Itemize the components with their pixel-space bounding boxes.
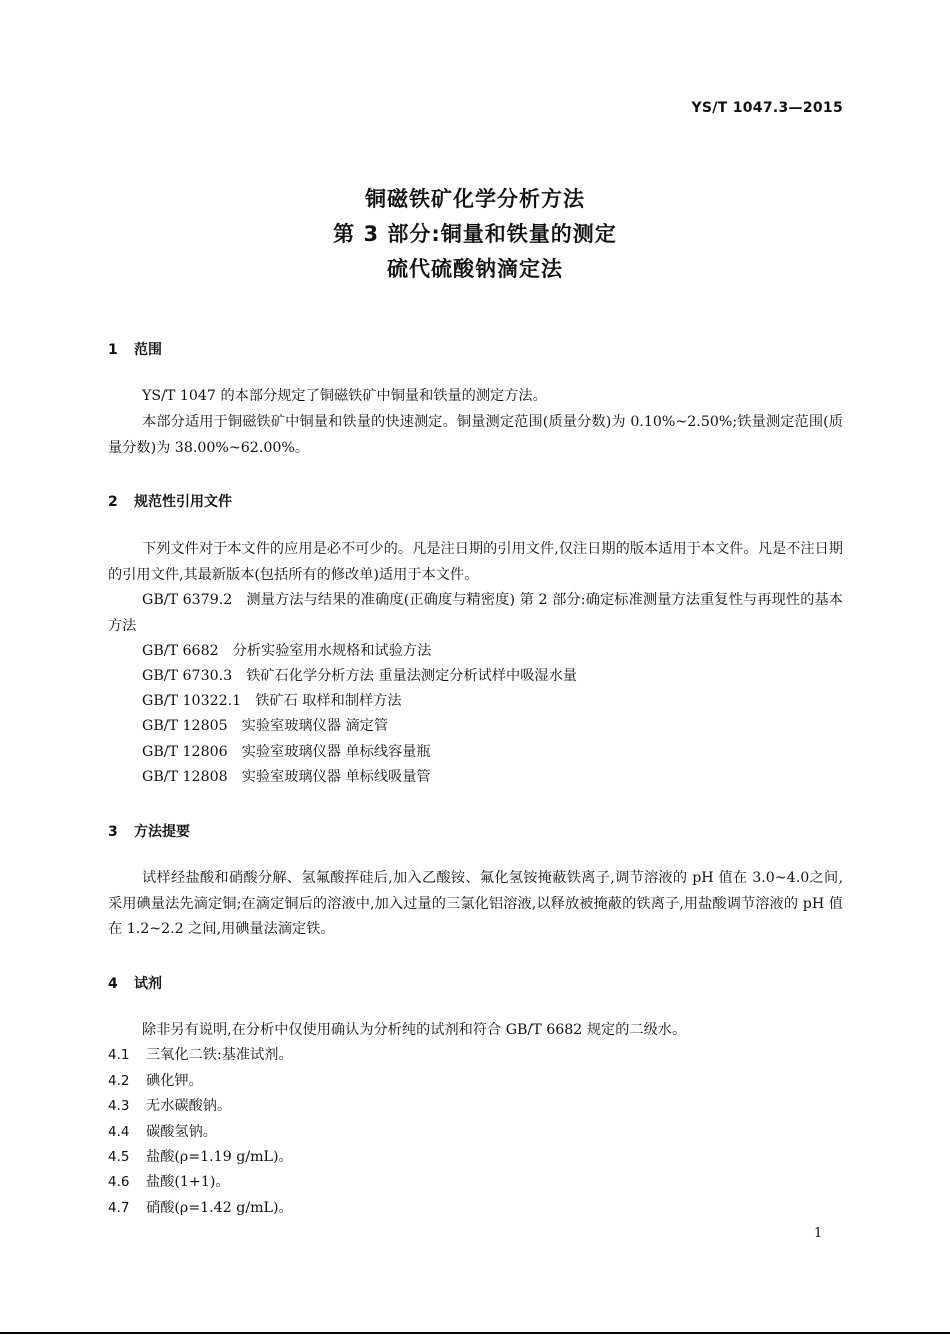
reference-code: GB/T 6682 <box>142 643 219 659</box>
section-3-heading <box>108 821 190 841</box>
title-line-3: 硫代硫酸钠滴定法 <box>387 257 563 281</box>
section-1-heading <box>108 339 162 359</box>
reference-title: 实验室玻璃仪器 单标线吸量管 <box>241 769 431 785</box>
section-number: 3 <box>108 824 118 840</box>
reagent-number: 4.4 <box>108 1124 130 1140</box>
reference-item <box>142 714 843 740</box>
reference-title: 铁矿石化学分析方法 重量法测定分析试样中吸湿水量 <box>246 668 577 684</box>
reference-item <box>142 689 843 715</box>
reference-title: 分析实验室用水规格和试验方法 <box>232 643 432 659</box>
reference-code: GB/T 6730.3 <box>142 668 233 684</box>
section-2-paragraph-1: 下列文件对于本文件的应用是必不可少的。凡是注日期的引用文件,仅注日期的版本适用于本文件。凡是不注日期的引用文件,其最新版本(包括所有的修改单)适用于本文件。 <box>108 541 843 583</box>
reference-code: GB/T 6379.2 <box>142 592 233 608</box>
section-number: 1 <box>108 342 118 358</box>
document-title <box>0 182 950 287</box>
section-number: 2 <box>108 494 118 510</box>
section-4-heading <box>108 973 162 993</box>
reference-code: GB/T 10322.1 <box>142 693 242 709</box>
section-3-paragraph-1: 试样经盐酸和硝酸分解、氢氟酸挥硅后,加入乙酸铵、氟化氢铵掩蔽铁离子,调节溶液的 pH 值在 3.0~4.0之间,采用碘量法先滴定铜;在滴定铜后的溶液中,加入过量的三氯化铝溶液,以释放被掩蔽的铁离子,用盐酸调节溶液的 pH 值在 1.2~2.2 之间,用碘量法滴定铁。 <box>108 870 843 937</box>
section-4-paragraph-1: 除非另有说明,在分析中仅使用确认为分析纯的试剂和符合 GB/T 6682 规定的二级水。 <box>142 1022 687 1038</box>
reagent-number: 4.6 <box>108 1174 130 1190</box>
reference-item <box>142 664 843 690</box>
reagent-text: 碳酸氢钠。 <box>146 1124 217 1140</box>
section-title: 规范性引用文件 <box>134 494 232 510</box>
reference-item <box>142 740 843 766</box>
reference-title: 实验室玻璃仪器 单标线容量瓶 <box>241 744 431 760</box>
reagent-text: 硝酸(ρ=1.42 g/mL)。 <box>146 1200 293 1216</box>
reagent-item <box>108 1120 217 1146</box>
reagent-number: 4.5 <box>108 1149 130 1165</box>
section-2-heading <box>108 491 232 511</box>
reagent-text: 盐酸(ρ=1.19 g/mL)。 <box>146 1149 293 1165</box>
reference-title: 铁矿石 取样和制样方法 <box>255 693 402 709</box>
reagent-item <box>108 1145 293 1171</box>
reagent-item <box>108 1069 203 1095</box>
section-1-paragraph-1: YS/T 1047 的本部分规定了铜磁铁矿中铜量和铁量的测定方法。 <box>142 388 547 404</box>
reagent-item <box>108 1094 231 1120</box>
reference-code: GB/T 12805 <box>142 718 228 734</box>
reagent-item <box>108 1170 230 1196</box>
page-number: 1 <box>814 1226 823 1241</box>
section-title: 试剂 <box>134 976 162 992</box>
reagent-text: 三氧化二铁:基准试剂。 <box>146 1047 293 1063</box>
reagent-number: 4.3 <box>108 1098 130 1114</box>
section-title: 范围 <box>134 342 162 358</box>
reagent-text: 无水碳酸钠。 <box>146 1098 232 1114</box>
reference-title: 测量方法与结果的准确度(正确度与精密度) 第 2 部分:确定标准测量方法重复性与再现性的基本方法 <box>108 592 843 634</box>
reference-title: 实验室玻璃仪器 滴定管 <box>241 718 389 734</box>
reagent-item <box>108 1043 293 1069</box>
reference-code: GB/T 12808 <box>142 769 228 785</box>
title-line-1: 铜磁铁矿化学分析方法 <box>365 187 585 211</box>
reagent-number: 4.1 <box>108 1047 130 1063</box>
section-number: 4 <box>108 976 118 992</box>
reagent-number: 4.7 <box>108 1200 130 1216</box>
section-title: 方法提要 <box>134 824 190 840</box>
reference-item <box>142 639 843 665</box>
title-line-2: 第 3 部分:铜量和铁量的测定 <box>333 222 617 246</box>
reagent-number: 4.2 <box>108 1073 130 1089</box>
section-1-paragraph-2: 本部分适用于铜磁铁矿中铜量和铁量的快速测定。铜量测定范围(质量分数)为 0.10%~2.50%;铁量测定范围(质量分数)为 38.00%~62.00%。 <box>108 414 843 456</box>
reference-item <box>108 588 843 639</box>
reference-code: GB/T 12806 <box>142 744 228 760</box>
reagent-text: 碘化钾。 <box>146 1073 203 1089</box>
document-code: YS/T 1047.3—2015 <box>691 100 843 116</box>
reference-item <box>142 765 843 791</box>
reagent-text: 盐酸(1+1)。 <box>146 1174 230 1190</box>
bottom-border <box>0 1332 950 1334</box>
reagent-item <box>108 1196 293 1222</box>
